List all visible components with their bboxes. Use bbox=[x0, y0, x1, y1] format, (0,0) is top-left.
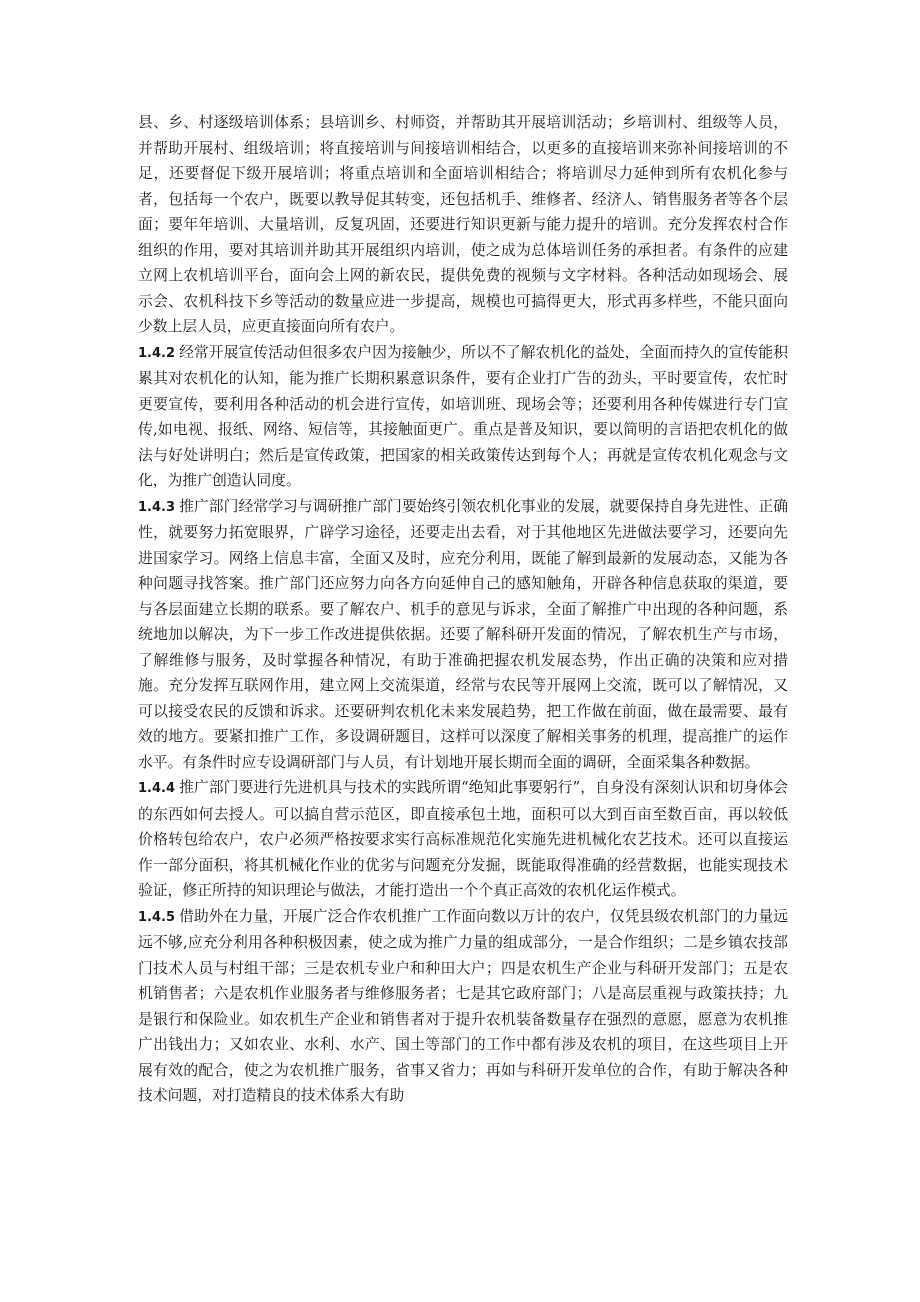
paragraph-training-system bbox=[138, 110, 788, 340]
section-number: 1.4.5 bbox=[138, 909, 176, 925]
section-number: 1.4.3 bbox=[138, 499, 176, 515]
paragraph-text: 借助外在力量，开展广泛合作农机推广工作面向数以万计的农户，仅凭县级农机部门的力量远远不够,应充分利用各种积极因素，使之成为推广力量的组成部分，一是合作组织；二是乡镇农技部门技术人员与村组干部；三是农机专业户和种田大户；四是农机生产企业与科研开发部门；五是农机销售者；六是农机作业服务者与维修服务者；七是其它政府部门；八是高层重视与政策扶持；九是银行和保险业。如农机生产企业和销售者对于提升农机装备数量存在强烈的意愿，愿意为农机推广出钱出力；又如农业、水利、水产、国土等部门的工作中都有涉及农机的项目，在这些项目上开展有效的配合，使之为农机推广服务，省事又省力；再如与科研开发单位的合作，有助于解决各种技术问题，对打造精良的技术体系大有助 bbox=[138, 907, 788, 1104]
paragraph-1-4-4-practice bbox=[138, 775, 788, 904]
document-page bbox=[138, 110, 788, 1109]
paragraph-1-4-5-cooperation bbox=[138, 904, 788, 1109]
paragraph-text: 经常开展宣传活动但很多农户因为接触少，所以不了解农机化的益处，全面而持久的宣传能积累其对农机化的认知，能为推广长期积累意识条件，要有企业打广告的劲头，平时要宣传，农忙时更要宣传，要利用各种活动的机会进行宣传，如培训班、现场会等；还要利用各种传媒进行专门宣传,如电视、报纸、网络、短信等，其接触面更广。重点是普及知识，要以简明的言语把农机化的做法与好处讲明白；然后是宣传政策，把国家的相关政策传达到每个人；再就是宣传农机化观念与文化，为推广创造认同度。 bbox=[138, 343, 788, 489]
section-number: 1.4.2 bbox=[138, 345, 176, 361]
paragraph-1-4-3-study-research bbox=[138, 494, 788, 776]
paragraph-text: 推广部门经常学习与调研推广部门要始终引领农机化事业的发展，就要保持自身先进性、正确性，就要努力拓宽眼界，广辟学习途径，还要走出去看，对于其他地区先进做法要学习，还要向先进国家学习。网络上信息丰富，全面又及时，应充分利用，既能了解到最新的发展动态，又能为各种问题寻找答案。推广部门还应努力向各方向延伸自己的感知触角，开辟各种信息获取的渠道，要与各层面建立长期的联系。要了解农户、机手的意见与诉求，全面了解推广中出现的各种问题，系统地加以解决，为下一步工作改进提供依据。还要了解科研开发面的情况，了解农机生产与市场，了解维修与服务，及时掌握各种情况，有助于准确把握农机发展态势，作出正确的决策和应对措施。充分发挥互联网作用，建立网上交流渠道，经常与农民等开展网上交流，既可以了解情况，又可以接受农民的反馈和诉求。还要研判农机化未来发展趋势，把工作做在前面，做在最需要、最有效的地方。要紧扣推广工作，多设调研题目，这样可以深度了解相关事务的机理，提高推广的运作水平。有条件时应专设调研部门与人员，有计划地开展长期而全面的调研，全面采集各种数据。 bbox=[138, 497, 788, 771]
paragraph-text: 推广部门要进行先进机具与技术的实践所谓“绝知此事要躬行”，自身没有深刻认识和切身体会的东西如何去授人。可以搞自营示范区，即直接承包土地，面积可以大到百亩至数百亩，再以较低价格转包给农户，农户必须严格按要求实行高标准规范化实施先进机械化农艺技术。还可以直接运作一部分面积，将其机械化作业的优劣与问题充分发掘，既能取得准确的经营数据，也能实现技术验证，修正所持的知识理论与做法，才能打造出一个个真正高效的农机化运作模式。 bbox=[138, 779, 788, 899]
paragraph-text: 县、乡、村逐级培训体系；县培训乡、村师资，并帮助其开展培训活动；乡培训村、组级等人员，并帮助开展村、组级培训；将直接培训与间接培训相结合，以更多的直接培训来弥补间接培训的不足，还要督促下级开展培训；将重点培训和全面培训相结合；将培训尽力延伸到所有农机化参与者，包括每一个农户，既要以教导促其转变，还包括机手、维修者、经济人、销售服务者等各个层面；要年年培训、大量培训，反复巩固，还要进行知识更新与能力提升的培训。充分发挥农村合作组织的作用，要对其培训并助其开展组织内培训，使之成为总体培训任务的承担者。有条件的应建立网上农机培训平台，面向会上网的新农民，提供免费的视频与文字材料。各种活动如现场会、展示会、农机科技下乡等活动的数量应进一步提高，规模也可搞得更大，形式再多样些，不能只面向少数上层人员，应更直接面向所有农户。 bbox=[138, 114, 788, 335]
paragraph-1-4-2-publicity bbox=[138, 340, 788, 494]
section-number: 1.4.4 bbox=[138, 781, 176, 796]
